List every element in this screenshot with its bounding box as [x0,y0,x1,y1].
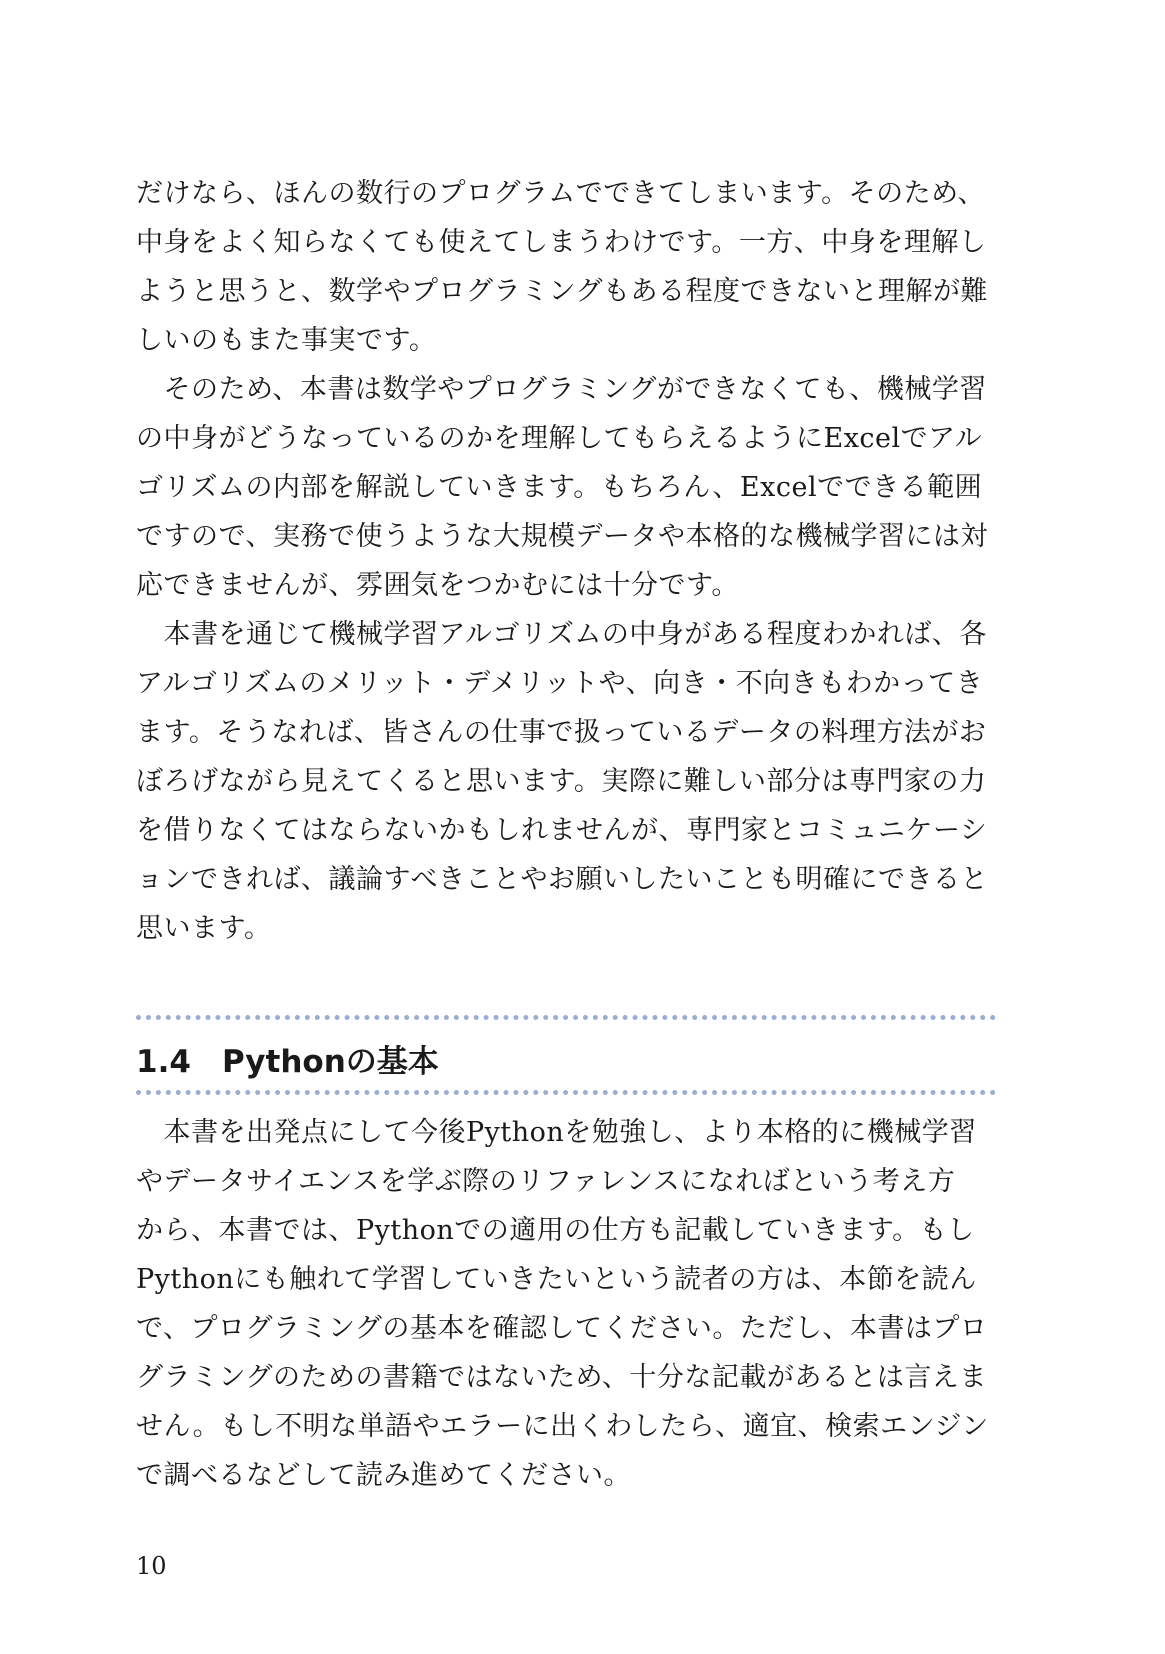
body-text-line: アルゴリズムのメリット・デメリットや、向き・不向きもわかってき [136,668,984,699]
body-text-line: だけなら、ほんの数行のプログラムでできてしまいます。そのため、 [136,178,985,209]
body-text-line: で、プログラミングの基本を確認してください。ただし、本書はプロ [136,1313,988,1344]
body-text-line: を借りなくてはならないかもしれませんが、専門家とコミュニケーシ [136,815,988,846]
body-text-line: 本書を通じて機械学習アルゴリズムの中身がある程度わかれば、各 [136,619,987,650]
body-text-line: ようと思うと、数学やプログラミングもある程度できないと理解が難 [136,276,988,307]
section-rule-bottom [136,1090,996,1095]
body-text-line: グラミングのための書籍ではないため、十分な記載があるとは言えま [136,1362,987,1393]
body-text-line: やデータサイエンスを学ぶ際のリファレンスになればという考え方 [136,1166,956,1197]
body-text-line: そのため、本書は数学やプログラミングができなくても、機械学習 [136,374,987,405]
body-text-line: Pythonにも触れて学習していきたいという読者の方は、本節を読ん [136,1264,977,1295]
body-text-line: ぼろげながら見えてくると思います。実際に難しい部分は専門家の力 [136,766,987,797]
body-text-line: 中身をよく知らなくても使えてしまうわけです。一方、中身を理解し [136,227,987,258]
section-rule-top [136,1015,996,1020]
body-text-line: ョンできれば、議論すべきことやお願いしたいことも明確にできると [136,864,988,895]
body-text-line: 本書を出発点にして今後Pythonを勉強し、より本格的に機械学習 [136,1117,977,1148]
body-text-line: で調べるなどして読み進めてください。 [136,1460,631,1491]
body-text-line: ゴリズムの内部を解説していきます。もちろん、Excelでできる範囲 [136,472,983,503]
body-text-line: ですので、実務で使うような大規模データや本格的な機械学習には対 [136,521,988,552]
body-text-line: せん。もし不明な単語やエラーに出くわしたら、適宜、検索エンジン [136,1411,989,1442]
section-title: Pythonの基本 [222,1044,439,1080]
page-number: 10 [136,1552,167,1580]
body-text-line: 思います。 [136,913,272,944]
body-text-line: から、本書では、Pythonでの適用の仕方も記載していきます。もし [136,1215,975,1246]
body-text-line: の中身がどうなっているのかを理解してもらえるようにExcelでアル [136,423,983,454]
body-text-line: ます。そうなれば、皆さんの仕事で扱っているデータの料理方法がお [136,717,987,748]
section-heading [136,1036,439,1088]
body-text-line: 応できませんが、雰囲気をつかむには十分です。 [136,570,739,601]
body-text-line: しいのもまた事実です。 [136,325,437,356]
section-number: 1.4 [136,1044,191,1080]
